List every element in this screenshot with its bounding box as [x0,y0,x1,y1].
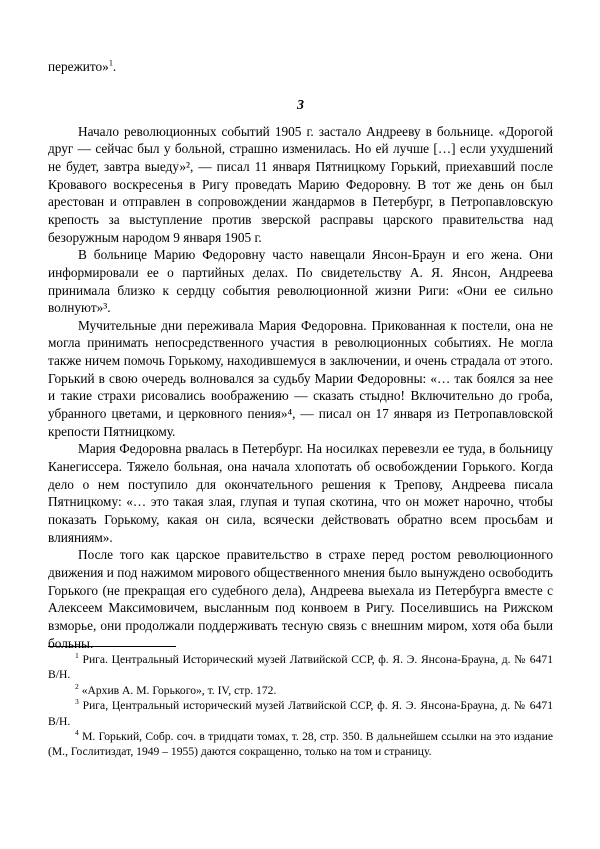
carryover-line [48,58,553,76]
section-number: 3 [297,97,304,113]
paragraph: В больнице Марию Федоровну часто навещали Янсон-Браун и его жена. Они информировали ее о партийных делах. По свидетельству А. Я. Янсон, Андреева принимала близко к сердцу события революционной жизни Риги: «Они ее сильно волнуют»³. [48,247,553,316]
footnote-item [48,652,553,683]
paragraph: Начало революционных событий 1905 г. застало Андрееву в больнице. «Дорогой друг — сейчас был у больной, страшно изменилась. Но ей лучше […] если ухудшений не будет, завтра выеду»², — писал 11 января Пятницкому Горький, приехавший после Кровавого воскресенья в Ригу проведать Марию Федоровну. В тот же день он был арестован и отправлен в сопровождении жандармов в Петербург, в Петропавловскую крепость за выступление против зверской расправы царского правительства над безоружным народом 9 января 1905 г. [48,123,553,245]
footnote-text: Рига, Центральный исторический музей Латвийской ССР, ф. Я. Э. Янсона-Брауна, д. № 6471 В/Н. [48,699,553,728]
carryover-trailing: . [112,59,117,74]
paragraph: Мучительные дни переживала Мария Федоровна. Прикованная к постели, она не могла принимать непосредственного участия в революционных событиях. Не могла также ничем помочь Горькому, находившемуся в заключении, и очень страдала от этого. Горький в свою очередь волновался за судьбу Марии Федоровны: «… так боялся за нее и такие страхи рисовались воображению — сказать стыдно! Включительно до гроба, убранного цветами, и церковного пения»⁴, — писал он 17 января из Петропавловской крепости Пятницкому. [48,317,553,439]
body-text [48,123,553,653]
footnote-marker: 1 [75,651,79,661]
paragraph: После того как царское правительство в страхе перед ростом революционного движения и под нажимом мирового общественного мнения было вынуждено освободить Горького (не прекращая его судебного дела), Андреева выехала из Петербурга вместе с Алексеем Максимовичем, высланным под конвоем в Ригу. Поселившись на Рижском взморье, они продолжали поддерживать тесную связь с внешним миром, хотя оба были больны. [48,547,553,651]
footnote-item [48,698,553,729]
footnotes-section [48,646,553,760]
footnote-text: Рига. Центральный Исторический музей Латвийской ССР, ф. Я. Э. Янсона-Брауна, д. № 6471 В/Н. [48,653,553,682]
footnote-item [48,683,553,698]
footnote-text: М. Горький, Собр. соч. в тридцати томах, т. 28, стр. 350. В дальнейшем ссылки на это издание (М., Гослитиздат, 1949 – 1955) даются сокращенно, только на том и страницу. [48,730,553,759]
footnote-reference-1: 1 [108,58,113,68]
footnote-item [48,729,553,760]
carryover-text: пережито» [48,59,109,74]
paragraph: Мария Федоровна рвалась в Петербург. На носилках перевезли ее туда, в больницу Канегиссера. Тяжело больная, она начала хлопотать об освобождении Горького. Когда дело о нем поступило для окончательного решения к Трепову, Андреева писала Пятницкому: «… это такая злая, глупая и тупая скотина, что он может нарочно, чтобы показать Горькому, какая он сила, всячески действовать обратно всем просьбам и влияниям». [48,441,553,545]
footnote-marker: 2 [75,681,79,691]
footnote-marker: 3 [75,697,79,707]
footnote-separator-rule [48,646,176,647]
footnote-text: «Архив А. М. Горького», т. IV, стр. 172. [81,683,277,697]
footnote-marker: 4 [75,728,79,738]
